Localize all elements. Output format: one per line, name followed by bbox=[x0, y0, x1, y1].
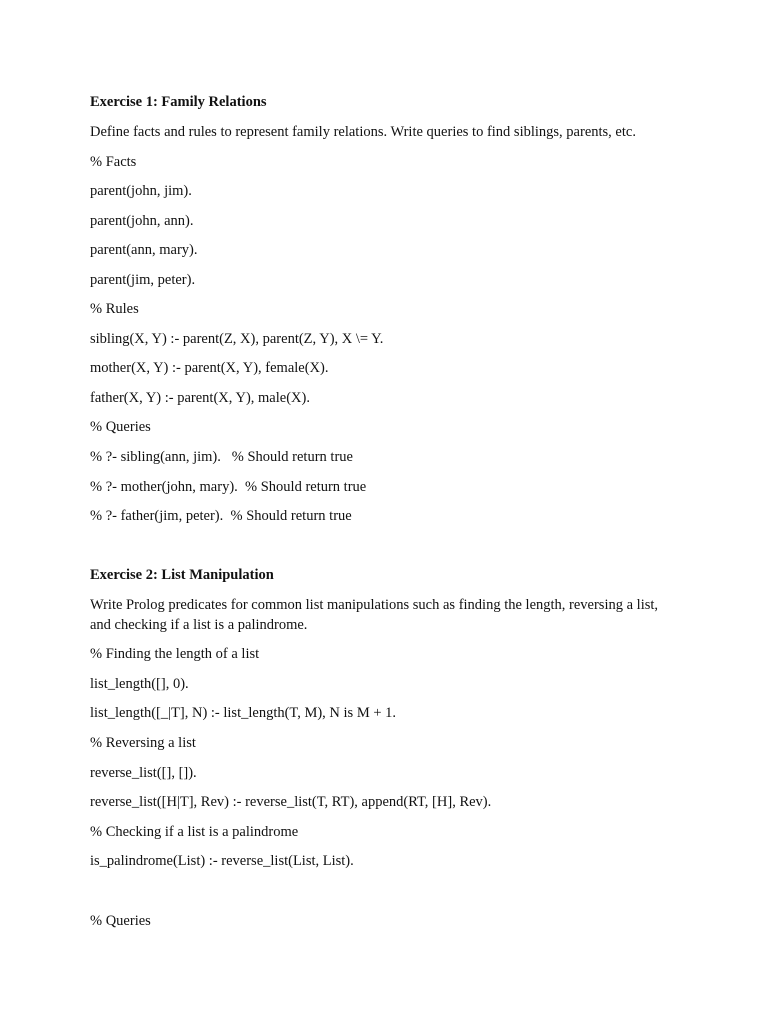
code-line: is_palindrome(List) :- reverse_list(List, List). bbox=[90, 853, 354, 869]
exercise2-title: Exercise 2: List Manipulation bbox=[90, 567, 274, 583]
code-line: % Rules bbox=[90, 301, 139, 317]
code-line: list_length([_|T], N) :- list_length(T, M), N is M + 1. bbox=[90, 705, 397, 721]
code-line: sibling(X, Y) :- parent(Z, X), parent(Z, Y), X \= Y. bbox=[90, 331, 384, 347]
code-line: % Queries bbox=[90, 913, 151, 929]
code-line: list_length([], 0). bbox=[90, 676, 189, 692]
code-line: % ?- mother(john, mary). % Should return true bbox=[90, 479, 367, 495]
code-line: % ?- father(jim, peter). % Should return true bbox=[90, 508, 352, 524]
code-line: parent(jim, peter). bbox=[90, 272, 196, 288]
code-line: % Queries bbox=[90, 419, 151, 435]
code-line: parent(john, ann). bbox=[90, 213, 194, 229]
exercise1-title: Exercise 1: Family Relations bbox=[90, 94, 267, 110]
code-line: reverse_list([H|T], Rev) :- reverse_list(T, RT), append(RT, [H], Rev). bbox=[90, 794, 492, 810]
code-line: parent(john, jim). bbox=[90, 183, 192, 199]
code-line: % Facts bbox=[90, 154, 137, 170]
code-line: mother(X, Y) :- parent(X, Y), female(X). bbox=[90, 360, 329, 376]
code-line: % ?- sibling(ann, jim). % Should return true bbox=[90, 449, 353, 465]
code-line: parent(ann, mary). bbox=[90, 242, 198, 258]
code-line: % Finding the length of a list bbox=[90, 646, 260, 662]
exercise1-intro: Define facts and rules to represent family relations. Write queries to find siblings, parents, etc. bbox=[90, 124, 636, 140]
code-line: reverse_list([], []). bbox=[90, 765, 197, 781]
exercise2-intro: Write Prolog predicates for common list manipulations such as finding the length, reversing a list, and checking if a list is a palindrome. bbox=[90, 597, 659, 633]
code-line: % Reversing a list bbox=[90, 735, 196, 751]
code-line: father(X, Y) :- parent(X, Y), male(X). bbox=[90, 390, 310, 406]
code-line: % Checking if a list is a palindrome bbox=[90, 824, 299, 840]
